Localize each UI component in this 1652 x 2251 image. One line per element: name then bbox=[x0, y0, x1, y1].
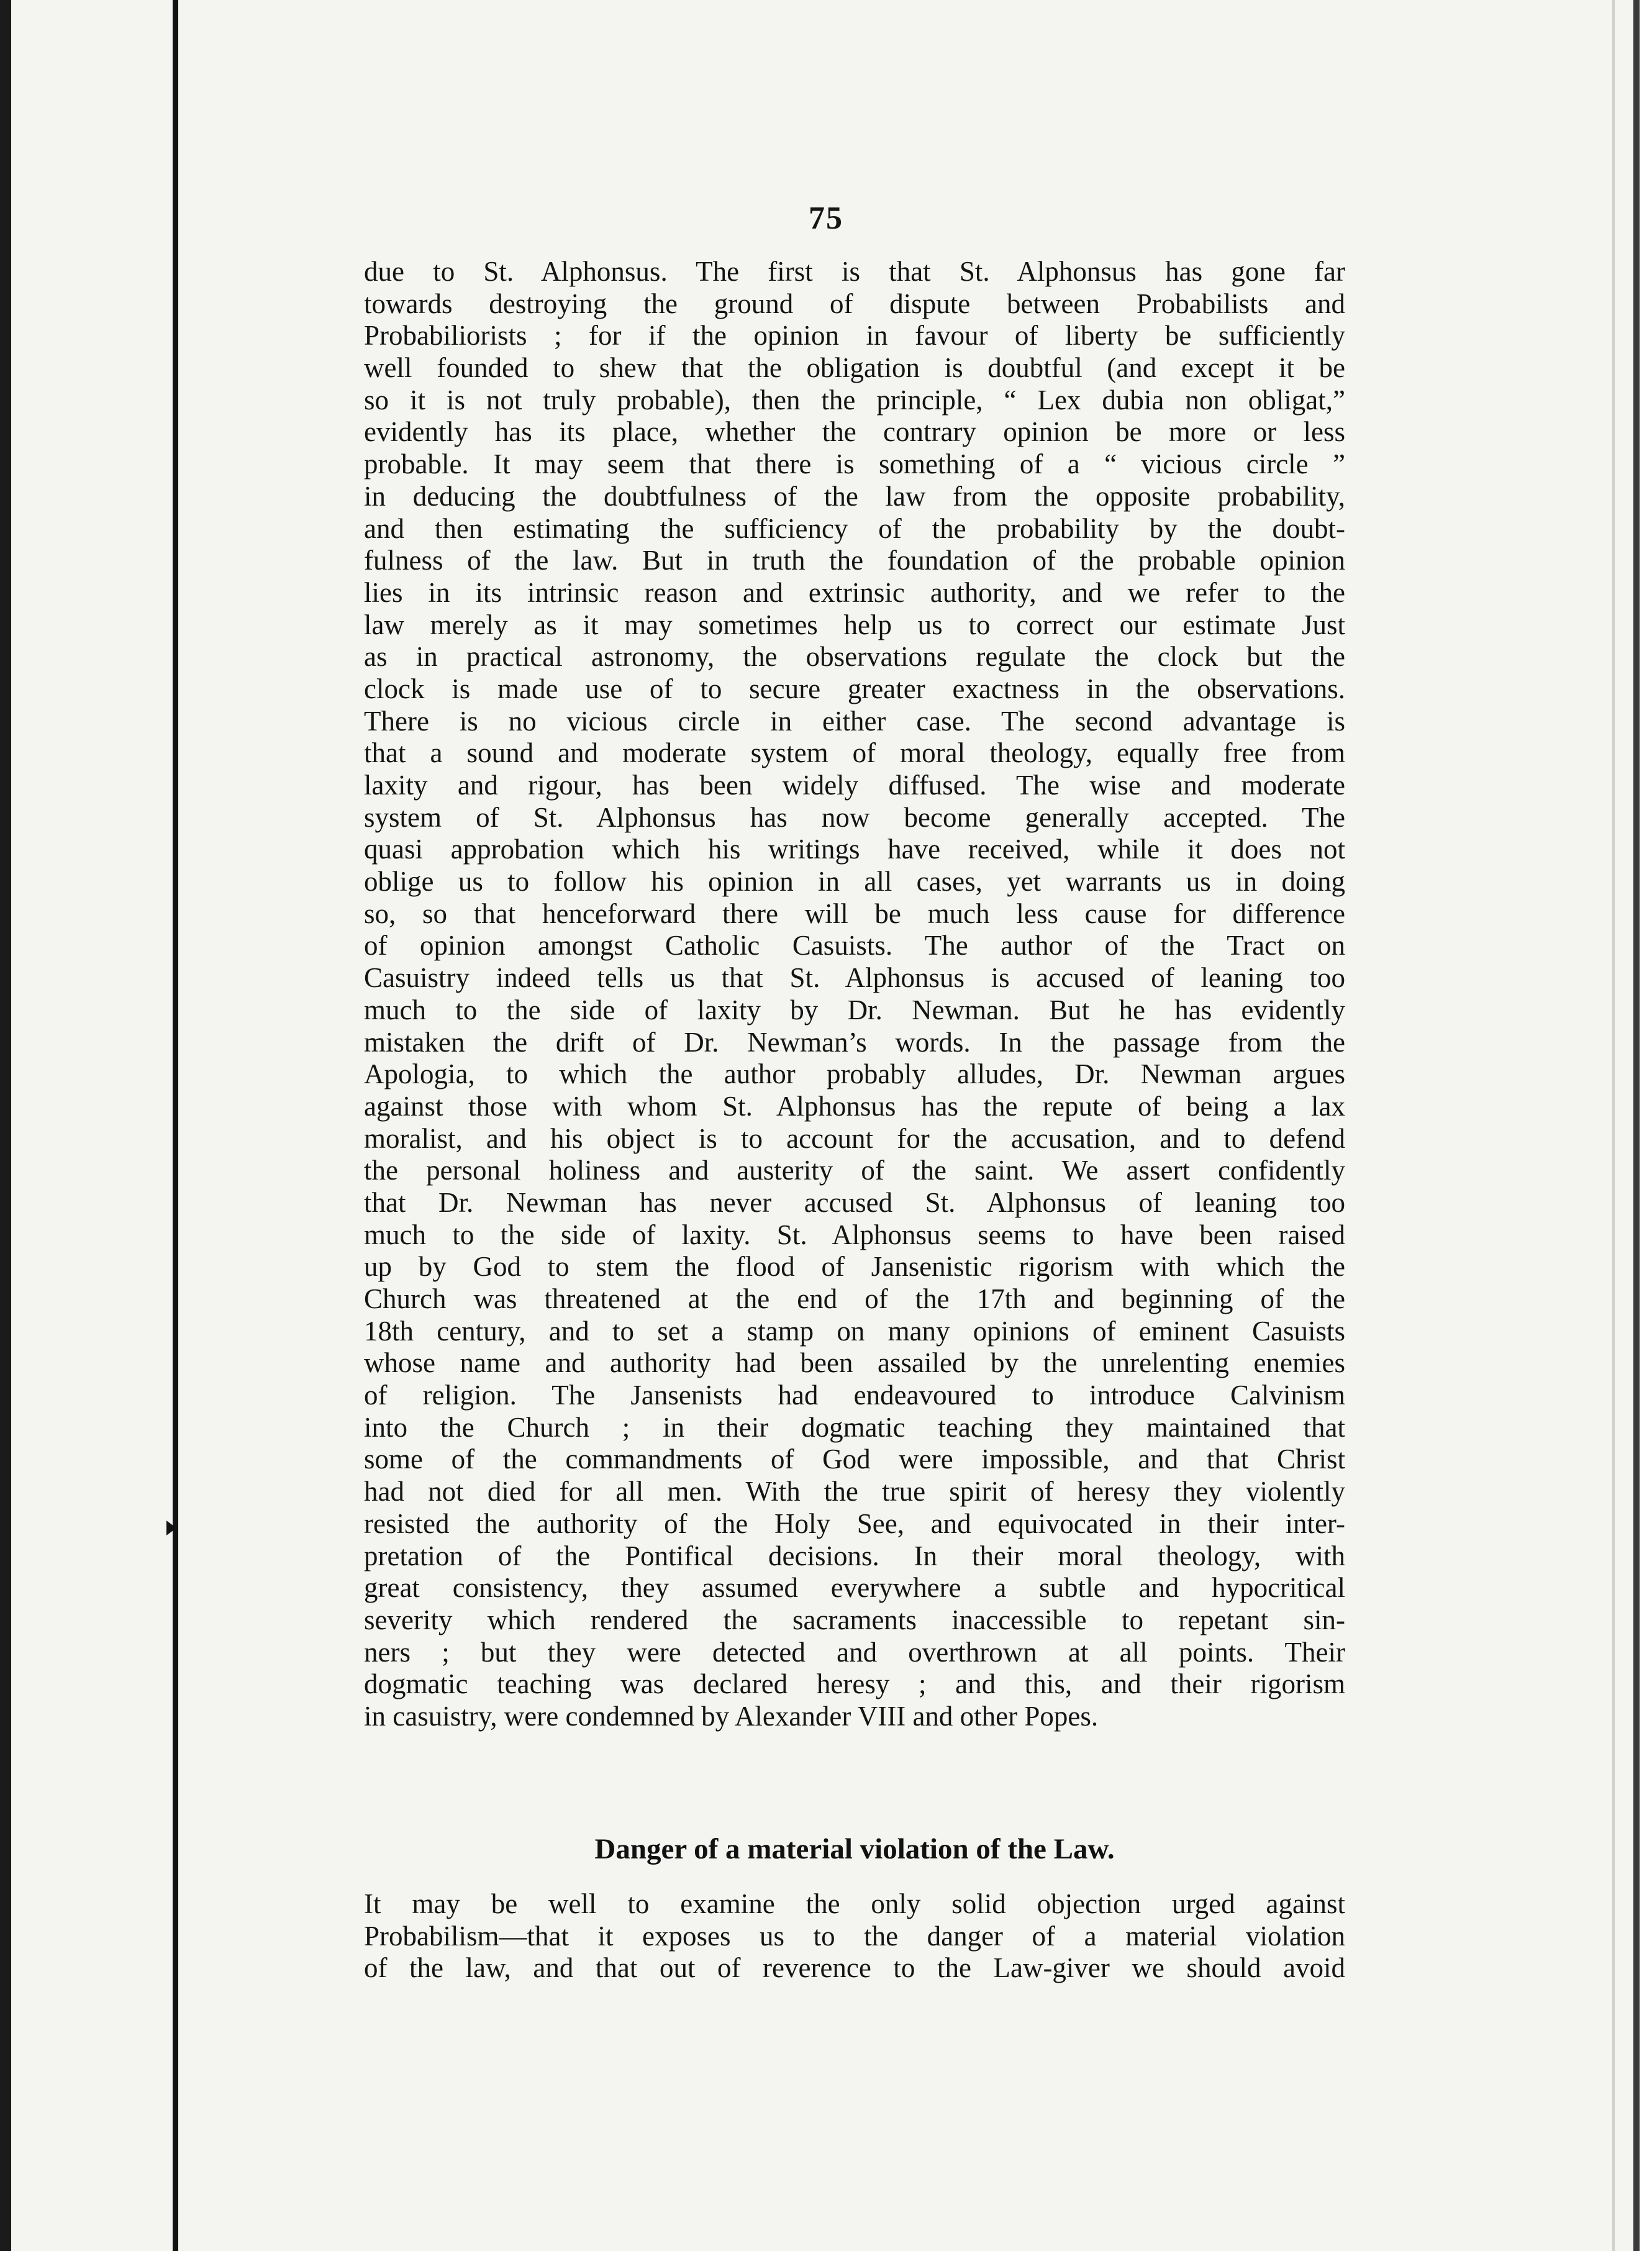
text-line: whose name and authority had been assailed by the unrelenting enemies bbox=[364, 1347, 1345, 1379]
text-line: quasi approbation which his writings have received, while it does not bbox=[364, 834, 1345, 865]
text-line: clock is made use of to secure greater exactness in the observations. bbox=[364, 673, 1345, 704]
text-line: law merely as it may sometimes help us to correct our estimate Just bbox=[364, 609, 1345, 640]
text-line: that Dr. Newman has never accused St. Alphonsus of leaning too bbox=[364, 1186, 1345, 1218]
book-spine-line bbox=[173, 0, 178, 2251]
text-line: moralist, and his object is to account for the accusation, and to defend bbox=[364, 1122, 1345, 1154]
text-line: oblige us to follow his opinion in all cases, yet warrants us in doing bbox=[364, 866, 1345, 898]
text-line: Casuistry indeed tells us that St. Alphonsus is accused of leaning too bbox=[364, 962, 1345, 994]
text-line: the personal holiness and austerity of the saint. We assert confidently bbox=[364, 1155, 1345, 1186]
text-line: Probabilism—that it exposes us to the danger of a material violation bbox=[364, 1920, 1345, 1952]
text-line: that a sound and moderate system of moral theology, equally free from bbox=[364, 737, 1345, 769]
page-edge-shadow bbox=[1612, 0, 1615, 2251]
text-line: towards destroying the ground of dispute between Probabilists and bbox=[364, 288, 1345, 319]
text-line: There is no vicious circle in either case. The second advantage is bbox=[364, 705, 1345, 737]
text-line: Apologia, to which the author probably alludes, Dr. Newman argues bbox=[364, 1058, 1345, 1090]
text-line: lies in its intrinsic reason and extrinsic authority, and we refer to the bbox=[364, 576, 1345, 608]
text-line: against those with whom St. Alphonsus has the repute of being a lax bbox=[364, 1090, 1345, 1122]
scan-left-edge bbox=[0, 0, 11, 2251]
text-line: in deducing the doubtfulness of the law from the opposite probability, bbox=[364, 480, 1345, 512]
text-line: ners ; but they were detected and overthrown at all points. Their bbox=[364, 1636, 1345, 1668]
text-line: pretation of the Pontifical decisions. In their moral theology, with bbox=[364, 1540, 1345, 1571]
scan-right-margin bbox=[1640, 0, 1652, 2251]
text-line: in casuistry, were condemned by Alexander VIII and other Popes. bbox=[364, 1700, 1099, 1732]
scan-right-edge bbox=[1633, 0, 1640, 2251]
body-paragraph-2 bbox=[364, 1888, 1345, 1985]
text-line: of religion. The Jansenists had endeavoured to introduce Calvinism bbox=[364, 1380, 1345, 1411]
text-line: had not died for all men. With the true spirit of heresy they violently bbox=[364, 1476, 1345, 1507]
text-line: and then estimating the sufficiency of the probability by the doubt- bbox=[364, 512, 1345, 544]
text-line: so it is not truly probable), then the principle, “ Lex dubia non obligat,” bbox=[364, 384, 1345, 416]
section-heading: Danger of a material violation of the Law. bbox=[594, 1833, 1115, 1865]
text-line: fulness of the law. But in truth the foundation of the probable opinion bbox=[364, 545, 1345, 576]
text-line: great consistency, they assumed everywhere a subtle and hypocritical bbox=[364, 1572, 1345, 1604]
text-line: mistaken the drift of Dr. Newman’s words. In the passage from the bbox=[364, 1026, 1345, 1058]
text-line: laxity and rigour, has been widely diffused. The wise and moderate bbox=[364, 770, 1345, 801]
text-line: well founded to shew that the obligation is doubtful (and except it be bbox=[364, 352, 1345, 384]
text-line: up by God to stem the flood of Jansenistic rigorism with which the bbox=[364, 1251, 1345, 1283]
text-line: much to the side of laxity by Dr. Newman. But he has evidently bbox=[364, 994, 1345, 1025]
text-line: resisted the authority of the Holy See, and equivocated in their inter- bbox=[364, 1507, 1345, 1539]
text-line: severity which rendered the sacraments inaccessible to repetant sin- bbox=[364, 1604, 1345, 1635]
text-line: so, so that henceforward there will be much less cause for difference bbox=[364, 898, 1345, 929]
page-number: 75 bbox=[809, 201, 843, 236]
text-line: evidently has its place, whether the contrary opinion be more or less bbox=[364, 416, 1345, 448]
text-line: some of the commandments of God were impossible, and that Christ bbox=[364, 1444, 1345, 1475]
text-line: system of St. Alphonsus has now become generally accepted. The bbox=[364, 801, 1345, 833]
text-line: into the Church ; in their dogmatic teaching they maintained that bbox=[364, 1411, 1345, 1443]
text-line: dogmatic teaching was declared heresy ; and this, and their rigorism bbox=[364, 1668, 1345, 1700]
text-line: due to St. Alphonsus. The first is that St. Alphonsus has gone far bbox=[364, 256, 1345, 287]
text-line: It may be well to examine the only solid objection urged against bbox=[364, 1888, 1345, 1919]
text-line: Probabiliorists ; for if the opinion in favour of liberty be sufficiently bbox=[364, 320, 1345, 352]
text-line: 18th century, and to set a stamp on many opinions of eminent Casuists bbox=[364, 1315, 1345, 1347]
text-line: much to the side of laxity. St. Alphonsus seems to have been raised bbox=[364, 1219, 1345, 1250]
spine-notch-mark bbox=[166, 1521, 176, 1535]
text-line: Church was threatened at the end of the 17th and beginning of the bbox=[364, 1283, 1345, 1314]
body-paragraph-1 bbox=[364, 256, 1345, 1733]
text-line: as in practical astronomy, the observations regulate the clock but the bbox=[364, 641, 1345, 673]
text-line: of the law, and that out of reverence to the Law-giver we should avoid bbox=[364, 1952, 1345, 1984]
text-line: of opinion amongst Catholic Casuists. The author of the Tract on bbox=[364, 930, 1345, 962]
text-line: probable. It may seem that there is something of a “ vicious circle ” bbox=[364, 448, 1345, 480]
